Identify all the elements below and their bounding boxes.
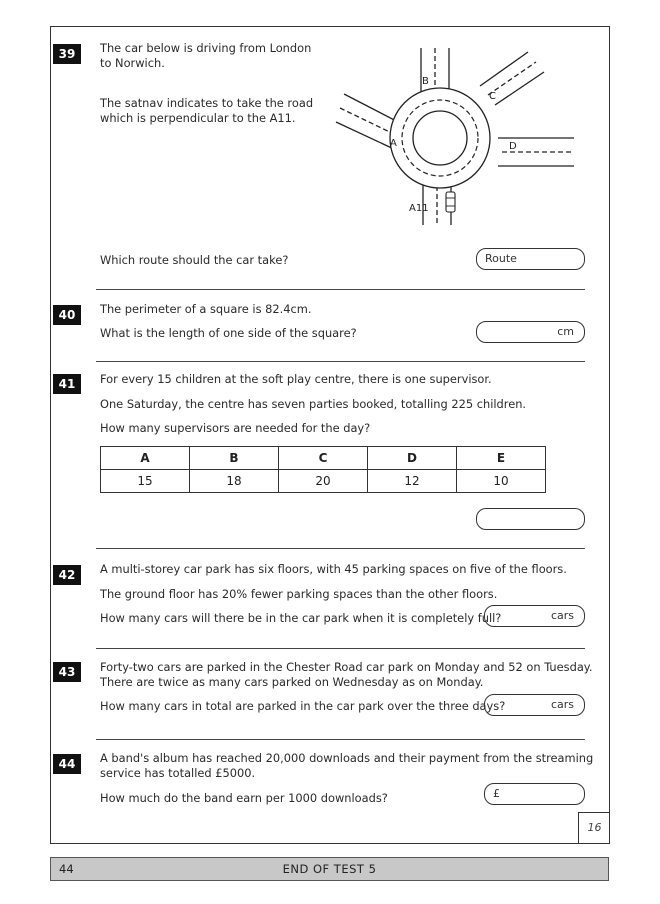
- question-number-43: 43: [53, 662, 81, 682]
- option-d-header[interactable]: D: [368, 447, 457, 470]
- roundabout-diagram: [330, 42, 580, 232]
- divider: [96, 648, 585, 649]
- q41-question: How many supervisors are needed for the day?: [100, 421, 371, 435]
- q43-answer-box[interactable]: [484, 694, 585, 716]
- q40-line-1: The perimeter of a square is 82.4cm.: [100, 302, 312, 316]
- option-c-value[interactable]: 20: [279, 470, 368, 493]
- q39-line-2: to Norwich.: [100, 56, 165, 70]
- option-a-header[interactable]: A: [101, 447, 190, 470]
- q43-line-2: There are twice as many cars parked on Wednesday as on Monday.: [100, 675, 484, 689]
- q44-line-1: A band's album has reached 20,000 downloads and their payment from the streaming: [100, 751, 594, 765]
- question-number-42: 42: [53, 565, 81, 585]
- divider: [96, 548, 585, 549]
- q44-answer-prefix: £: [493, 787, 500, 800]
- option-e-value[interactable]: 10: [457, 470, 546, 493]
- question-number-44: 44: [53, 754, 81, 774]
- q41-line-2: One Saturday, the centre has seven parties booked, totalling 225 children.: [100, 397, 527, 411]
- q42-question: How many cars will there be in the car park when it is completely full?: [100, 611, 502, 625]
- q40-answer-box[interactable]: [476, 321, 585, 343]
- q42-answer-unit: cars: [550, 609, 574, 622]
- q42-line-1: A multi-storey car park has six floors, with 45 parking spaces on five of the floors.: [100, 562, 567, 576]
- page-number: 16: [578, 812, 610, 844]
- q42-line-2: The ground floor has 20% fewer parking spaces than the other floors.: [100, 587, 498, 601]
- footer-page-number: 44: [59, 862, 74, 876]
- option-d-value[interactable]: 12: [368, 470, 457, 493]
- q44-question: How much do the band earn per 1000 downloads?: [100, 791, 388, 805]
- q43-line-1: Forty-two cars are parked in the Chester Road car park on Monday and 52 on Tuesday.: [100, 660, 593, 674]
- q44-line-2: service has totalled £5000.: [100, 766, 256, 780]
- label-a: A: [390, 138, 397, 149]
- label-c: C: [489, 91, 496, 102]
- q43-question: How many cars in total are parked in the car park over the three days?: [100, 699, 506, 713]
- footer-title: END OF TEST 5: [282, 862, 377, 876]
- q44-answer-box[interactable]: [484, 783, 585, 805]
- question-number-39: 39: [53, 44, 81, 64]
- q39-line-3: The satnav indicates to take the road: [100, 96, 314, 110]
- q43-answer-unit: cars: [550, 698, 574, 711]
- q41-line-1: For every 15 children at the soft play centre, there is one supervisor.: [100, 372, 492, 386]
- divider: [96, 361, 585, 362]
- q41-options-table: [100, 446, 546, 493]
- label-d: D: [509, 141, 517, 152]
- option-b-value[interactable]: 18: [190, 470, 279, 493]
- q41-answer-box[interactable]: [476, 508, 585, 530]
- q39-question: Which route should the car take?: [100, 253, 289, 267]
- label-b: B: [422, 76, 429, 87]
- q39-line-4: which is perpendicular to the A11.: [100, 111, 296, 125]
- divider: [96, 739, 585, 740]
- question-number-40: 40: [53, 305, 81, 325]
- option-b-header[interactable]: B: [190, 447, 279, 470]
- option-c-header[interactable]: C: [279, 447, 368, 470]
- q39-line-1: The car below is driving from London: [100, 41, 312, 55]
- q39-answer-box[interactable]: [476, 248, 585, 270]
- divider: [96, 289, 585, 290]
- q39-answer-label: Route: [485, 252, 517, 265]
- q40-question: What is the length of one side of the square?: [100, 326, 357, 340]
- footer-bar: [50, 857, 609, 881]
- question-number-41: 41: [53, 374, 81, 394]
- label-a11: A11: [409, 203, 429, 214]
- q40-answer-unit: cm: [557, 325, 574, 338]
- option-e-header[interactable]: E: [457, 447, 546, 470]
- car-icon: [446, 192, 455, 212]
- q42-answer-box[interactable]: [484, 605, 585, 627]
- option-a-value[interactable]: 15: [101, 470, 190, 493]
